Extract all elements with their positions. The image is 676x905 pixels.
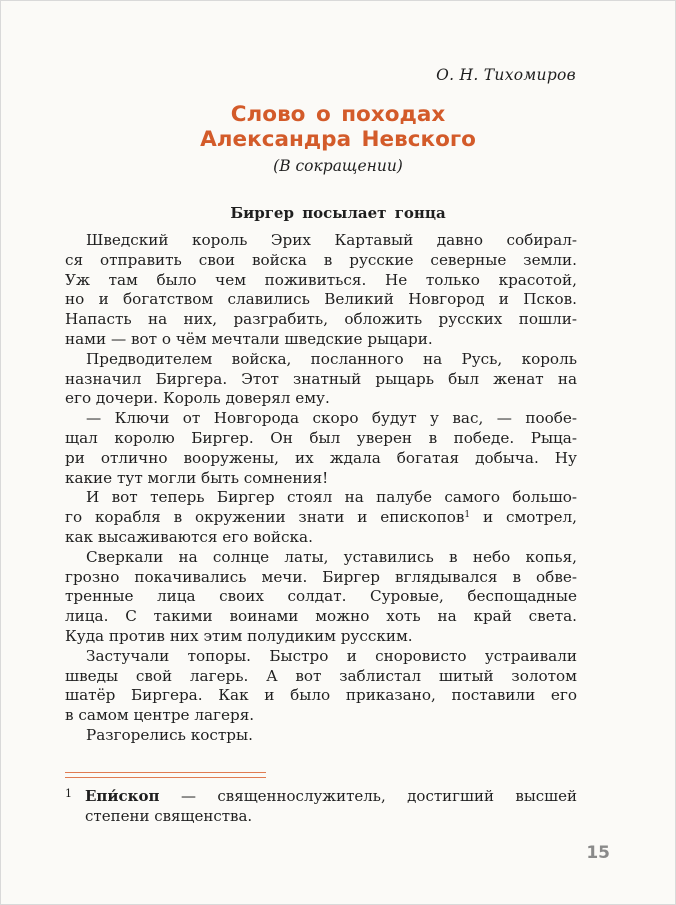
text-line: но и богатством славились Великий Новгород и Псков. xyxy=(65,290,577,309)
footnote-ref: 1 xyxy=(464,510,471,521)
text-line: лица. С такими воинами можно хоть на край света. xyxy=(65,607,577,626)
body-text xyxy=(65,231,577,746)
subtitle: (В сокращении) xyxy=(273,157,403,175)
footnote-term: Епи́скоп xyxy=(85,787,160,805)
text-line: грозно покачивались мечи. Биргер вглядывался в обве- xyxy=(65,567,577,586)
author-name: О. Н. Тихомиров xyxy=(436,66,576,84)
text-line: ри отлично вооружены, их ждала богатая добыча. Ну xyxy=(65,448,577,467)
text-line: Сверкали на солнце латы, уставились в небо копья, xyxy=(86,547,577,566)
text-line: как высаживаются его войска. xyxy=(65,527,313,546)
text-segment: и смотрел, xyxy=(470,508,577,527)
text-line: его дочери. Король доверял ему. xyxy=(65,389,330,408)
title-line-1: Слово о походах xyxy=(230,102,446,127)
text-line: Куда против них этим полудиким русским. xyxy=(65,626,413,645)
text-line: шведы свой лагерь. А вот заблистал шитый золотом xyxy=(65,666,577,685)
footnote-divider xyxy=(65,772,266,778)
footnote-definition: — священнослужитель, достигший высшей xyxy=(159,787,577,805)
text-line-with-footnote xyxy=(65,508,577,528)
footnote-mark: 1 xyxy=(65,787,72,800)
text-line: Шведский король Эрих Картавый давно собирал- xyxy=(86,231,577,249)
text-line: тренные лица своих солдат. Суровые, беспощадные xyxy=(65,587,577,606)
text-line: — Ключи от Новгорода скоро будут у вас, — пообе- xyxy=(86,409,577,428)
text-line: какие тут могли быть сомнения! xyxy=(65,468,329,487)
text-line: щал королю Биргер. Он был уверен в победе. Рыца- xyxy=(65,428,577,447)
text-line: Напасть на них, разграбить, обложить русских пошли- xyxy=(65,310,577,329)
text-line: в самом центре лагеря. xyxy=(65,706,255,725)
footnote xyxy=(65,786,577,826)
text-line: Застучали топоры. Быстро и сноровисто устраивали xyxy=(86,646,577,665)
text-line: ся отправить свои войска в русские северные земли. xyxy=(65,250,577,269)
text-line: нами — вот о чём мечтали шведские рыцари. xyxy=(65,329,433,348)
text-line: Разгорелись костры. xyxy=(86,725,253,744)
text-line: назначил Биргера. Этот знатный рыцарь был женат на xyxy=(65,369,577,388)
title-line-2: Александра Невского xyxy=(200,127,476,152)
page-number: 15 xyxy=(586,843,610,863)
footnote-line-1 xyxy=(65,786,577,806)
text-line: Предводителем войска, посланного на Русь, король xyxy=(86,349,577,368)
chapter-title: Биргер посылает гонца xyxy=(230,204,446,222)
text-line: И вот теперь Биргер стоял на палубе самого большо- xyxy=(86,488,577,507)
footnote-line-2: степени священства. xyxy=(85,807,253,825)
text-line: Уж там было чем поживиться. Не только красотой, xyxy=(65,270,577,289)
page-title xyxy=(0,102,676,152)
text-segment: го корабля в окружении знати и епископов xyxy=(65,508,465,527)
text-line: шатёр Биргера. Как и было приказано, поставили его xyxy=(65,686,577,705)
